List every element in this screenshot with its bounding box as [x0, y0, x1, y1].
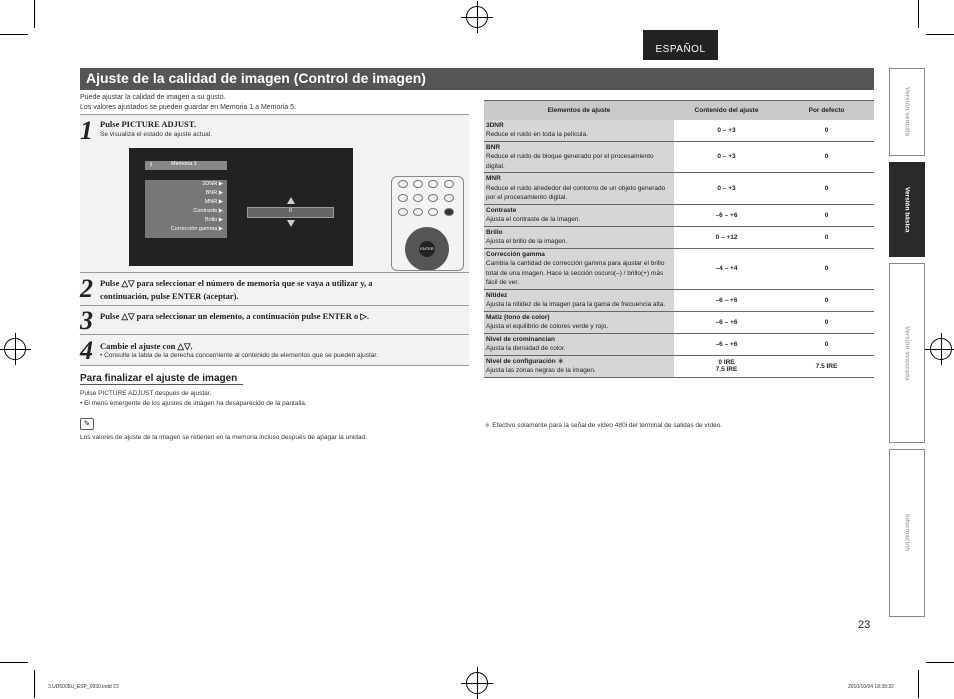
item-cell [484, 141, 674, 173]
step-text: Pulse PICTURE ADJUST. [100, 119, 196, 129]
item-cell [484, 311, 674, 333]
menu-item: Contraste [193, 208, 218, 214]
menu-item: Brillo [205, 217, 218, 223]
remote-button [398, 194, 408, 202]
registration-mark [466, 672, 488, 694]
table-row [484, 173, 874, 205]
step-subtext: Se visualiza el estado de ajuste actual. [100, 131, 213, 138]
default-cell: 0 [779, 141, 874, 173]
updown-icon: ⇕ [149, 162, 154, 168]
finalize-line: Pulse PICTURE ADJUST después de ajustar. [80, 390, 212, 397]
table-row [484, 120, 874, 142]
step-text: Pulse △▽ para seleccionar el número de memoria que se vaya a utilizar y, a continuación, pulse ENTER (aceptar). [100, 278, 373, 301]
up-arrow-icon [287, 197, 295, 204]
step-number: 3 [80, 306, 93, 335]
menu-item: 3DNR [202, 181, 218, 187]
default-cell: 7.5 IRE [779, 355, 874, 377]
table-row [484, 355, 874, 377]
crop-mark [0, 34, 28, 35]
step-3 [80, 306, 469, 335]
item-cell [484, 226, 674, 248]
range-cell: –6 – +6 [674, 311, 779, 333]
table-header: Contenido del ajuste [674, 101, 779, 120]
side-tab-label: Información [903, 514, 911, 552]
footer-file: 3.UD5005U_ESP_0930.indd 23 [48, 684, 119, 690]
intro-text [80, 93, 296, 113]
down-arrow-icon [287, 220, 295, 227]
side-tab-advanced[interactable] [889, 263, 925, 443]
range-cell: –6 – +6 [674, 333, 779, 355]
table-header: Elementos de ajuste [484, 101, 674, 120]
item-name: Nivel de configuración ＊ [486, 357, 565, 365]
table-row [484, 226, 874, 248]
note-icon: ✎ [80, 418, 94, 430]
step-number: 1 [80, 116, 93, 145]
remote-enter-button: ENTER [419, 241, 435, 257]
item-cell [484, 355, 674, 377]
remote-button [413, 208, 423, 216]
intro-line: Puede ajustar la calidad de imagen a su gusto. [80, 94, 226, 101]
divider [80, 272, 469, 273]
registration-mark [930, 338, 952, 360]
registration-mark [4, 338, 26, 360]
step-4 [80, 336, 469, 366]
table-row [484, 333, 874, 355]
item-desc: Ajusta el brillo de la imagen. [486, 238, 568, 245]
table-header: Por defecto [779, 101, 874, 120]
default-cell: 0 [779, 248, 874, 289]
remote-button [428, 208, 438, 216]
item-desc: Ajusta la densidad de color. [486, 345, 566, 352]
item-desc: Cambia la cantidad de corrección gamma para ajustar el brillo total de una imagen. Hace la sección oscuro(–) / brillo(+) más fácil de ver. [486, 260, 665, 286]
crop-mark [34, 670, 35, 698]
side-tab-simple[interactable] [889, 68, 925, 156]
side-tab-label: Versión avanzada [903, 325, 911, 381]
step-subtext: • Consulte la tabla de la derecha concerniente al contenido de elementos que se pueden ajustar. [100, 352, 378, 359]
default-cell: 0 [779, 311, 874, 333]
item-cell [484, 289, 674, 311]
range-cell: –4 – +4 [674, 248, 779, 289]
step-text: Pulse △▽ para seleccionar un elemento, a continuación pulse ENTER o ▷. [100, 311, 370, 321]
step-number: 4 [80, 336, 93, 365]
default-cell: 0 [779, 173, 874, 205]
crop-mark [0, 662, 28, 663]
language-tab: ESPAÑOL [643, 30, 718, 60]
item-name: Matiz (tono de color) [486, 313, 550, 321]
step-number: 2 [80, 274, 93, 303]
item-name: Nitidez [486, 291, 508, 299]
default-cell: 0 [779, 226, 874, 248]
default-cell: 0 [779, 204, 874, 226]
memory-selector [145, 161, 227, 170]
page-number: 23 [858, 619, 871, 631]
item-cell [484, 248, 674, 289]
menu-item: Corrección gamma [170, 226, 218, 232]
finalize-heading: Para finalizar el ajuste de imagen [80, 373, 243, 385]
table-row [484, 141, 874, 173]
range-cell: –6 – +6 [674, 289, 779, 311]
item-name: Brillo [486, 228, 503, 236]
remote-button [398, 208, 408, 216]
remote-illustration [391, 176, 464, 271]
table-row [484, 204, 874, 226]
default-cell: 0 [779, 120, 874, 142]
item-cell [484, 204, 674, 226]
crop-mark [918, 0, 919, 28]
item-cell [484, 173, 674, 205]
table-row [484, 248, 874, 289]
range-cell: 0 – +3 [674, 173, 779, 205]
item-desc: Ajusta la nitidez de la imagen para la gama de frecuencia alta. [486, 301, 666, 308]
step-text: Cambie el ajuste con △▽. [100, 341, 193, 351]
item-desc: Ajusta el contraste de la imagen. [486, 216, 581, 223]
default-cell: 0 [779, 333, 874, 355]
item-desc: Reduce el ruido de bloque generado por el procesamiento digital. [486, 153, 654, 170]
crop-mark [926, 662, 954, 663]
range-cell: 0 IRE 7.5 IRE [674, 355, 779, 377]
value-field: 0 [247, 207, 334, 218]
adjust-menu: 3DNR ▶ BNR ▶ MNR ▶ Contraste ▶ Brillo ▶ Corrección gamma ▶ [145, 180, 227, 238]
table-row [484, 289, 874, 311]
item-name: Corrección gamma [486, 250, 545, 258]
registration-mark [466, 6, 488, 28]
range-cell: –6 – +6 [674, 204, 779, 226]
step-2 [80, 274, 469, 306]
item-desc: Ajusta el equilibrio de colores verde y rojo. [486, 323, 609, 330]
range-cell: 0 – +12 [674, 226, 779, 248]
range-cell: 0 – +3 [674, 120, 779, 142]
finalize-bullet: • El menú emergente de los ajustes de imagen ha desaparecido de la pantalla. [80, 400, 307, 407]
table-row [484, 311, 874, 333]
item-desc: Reduce el ruido alrededor del contorno de un objeto generado por el procesamiento digital. [486, 184, 666, 201]
default-cell: 0 [779, 289, 874, 311]
footnote: ＊ Efectivo solamente para la señal de vídeo 480i del terminal de salidas de vídeo. [484, 422, 723, 429]
remote-button [428, 180, 438, 188]
remote-button [444, 194, 454, 202]
remote-button [398, 180, 408, 188]
menu-item: BNR [205, 190, 218, 196]
side-tab-basic[interactable] [889, 162, 925, 257]
item-cell [484, 120, 674, 142]
item-cell [484, 333, 674, 355]
remote-button [413, 180, 423, 188]
range-cell: 0 – +3 [674, 141, 779, 173]
side-tab-label: Versión sencilla [903, 87, 911, 137]
settings-table [484, 100, 874, 378]
remote-button [413, 194, 423, 202]
footer-timestamp: 2010/10/04 18:39:32 [848, 684, 894, 690]
page-title: Ajuste de la calidad de imagen (Control de imagen) [80, 68, 874, 90]
memory-label: Memoria 1 [171, 161, 197, 167]
remote-button [444, 180, 454, 188]
picture-adjust-button [444, 208, 454, 216]
remote-button [428, 194, 438, 202]
side-tab-label: Versión básica [903, 186, 911, 233]
side-tab-info[interactable] [889, 449, 925, 617]
crop-mark [34, 0, 35, 28]
item-name: Contraste [486, 206, 517, 214]
crop-mark [926, 34, 954, 35]
item-name: 3DNR [486, 121, 504, 129]
item-desc: Reduce el ruido en toda la película. [486, 131, 588, 138]
menu-item: MNR [204, 199, 218, 205]
item-name: MNR [486, 175, 501, 182]
crop-mark [918, 670, 919, 698]
item-name: Nivel de crominancian [486, 335, 555, 343]
item-desc: Ajusta las zonas negras de la imagen. [486, 367, 596, 374]
intro-line: Los valores ajustados se pueden guardar en Memoria 1 a Memoria 5. [80, 104, 296, 111]
item-name: BNR [486, 143, 501, 151]
note-text: Los valores de ajuste de la imagen se retienen en la memoria incluso después de apagar la unidad. [80, 434, 367, 441]
